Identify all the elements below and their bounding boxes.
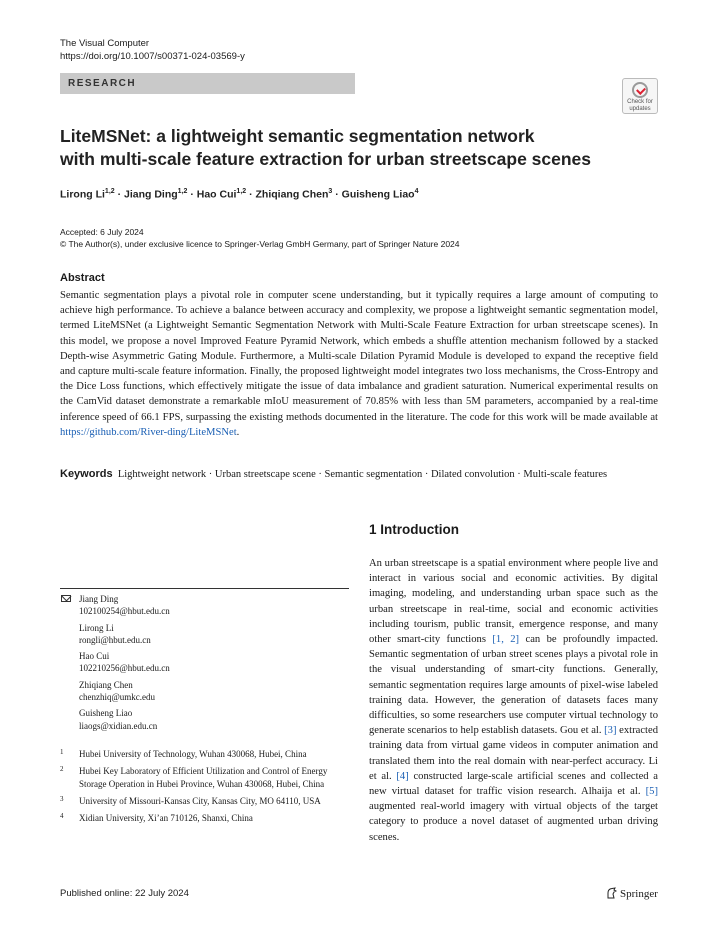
citation-link[interactable]: [3] xyxy=(604,725,617,737)
title-line-2: with multi-scale feature extraction for urban streetscape scenes xyxy=(60,149,592,169)
affiliation-entry xyxy=(60,795,350,807)
code-link[interactable]: https://github.com/River-ding/LiteMSNet xyxy=(60,426,237,438)
correspondence-entry xyxy=(60,707,350,732)
check-updates-line1: Check for xyxy=(627,99,653,105)
corr-email[interactable]: liaogs@xidian.edu.cn xyxy=(79,720,158,731)
corr-name: Zhiqiang Chen xyxy=(79,679,133,690)
corr-email[interactable]: chenzhiq@umkc.edu xyxy=(79,692,156,703)
copyright-notice: © The Author(s), under exclusive licence to Springer-Verlag GmbH Germany, part of Springer Nature 2024 xyxy=(60,239,460,249)
published-date: Published online: 22 July 2024 xyxy=(60,888,189,899)
correspondence-entry xyxy=(60,593,350,618)
author-name: Zhiqiang Chen xyxy=(255,188,329,201)
corr-email[interactable]: 102100254@hbut.edu.cn xyxy=(79,606,170,617)
citation-link[interactable]: [1, 2] xyxy=(492,634,520,646)
citation-link[interactable]: [5] xyxy=(645,786,658,798)
author-affiliation: 1,2 xyxy=(236,188,247,195)
corr-email[interactable]: 102210256@hbut.edu.cn xyxy=(79,663,170,674)
author-affiliation: 1,2 xyxy=(177,188,188,195)
corr-name: Hao Cui xyxy=(79,651,110,662)
abstract-end: . xyxy=(236,426,240,438)
introduction-body xyxy=(369,556,658,845)
affiliation-number: 2 xyxy=(60,765,64,774)
intro-text: An urban streetscape is a spatial environment where people live and interact in various social and economic activities. By digital imaging, modeling, and understanding urban space such as the urban streetscape in real-time, social and economic activities including tourism, public transit, emergence response, and many other smart-city functions xyxy=(369,558,658,646)
affiliation-text: Hubei Key Laboratory of Efficient Utilization and Control of Energy Storage Operation in Hubei Province, Wuhan 430068, Hubei, China xyxy=(79,766,328,789)
author-name: Jiang Ding xyxy=(124,188,178,201)
envelope-icon xyxy=(61,595,71,602)
affiliation-number: 1 xyxy=(60,748,64,756)
corr-name: Jiang Ding xyxy=(79,594,119,604)
affiliation-entry xyxy=(60,765,350,790)
publisher-logo xyxy=(606,887,658,900)
title-line-1: LiteMSNet: a lightweight semantic segmentation network xyxy=(60,126,535,146)
corr-email[interactable]: rongli@hbut.edu.cn xyxy=(79,634,151,645)
correspondence-list xyxy=(60,593,350,736)
author-affiliation: 3 xyxy=(328,188,333,195)
affiliation-text: Xidian University, Xi’an 710126, Shanxi, China xyxy=(79,813,253,824)
affiliation-number: 3 xyxy=(60,794,64,803)
check-updates-line2: updates xyxy=(629,105,651,112)
intro-text: can be profoundly impacted. Semantic segmentation of urban street scenes plays a pivotal role in the visual understanding of smart-city functions. Generally, semantic segmentation requires large amounts of pixel-wise labeled training data. However, the generation of datasets faces many difficulties, so some researchers use computer virtual technology to generate scenarios to help establish datasets. Gou et al. xyxy=(369,634,658,737)
citation-link[interactable]: [4] xyxy=(396,770,409,782)
section-label: RESEARCH xyxy=(60,73,355,94)
check-for-updates-badge[interactable] xyxy=(622,78,658,114)
abstract-text: Semantic segmentation plays a pivotal role in computer scene understanding, but it typically requires a large amount of computing to achieve high performance. To achieve a balance between accuracy and complexity, we propose a lightweight semantic segmentation model, termed LiteMSNet (a Lightweight Semantic Segmentation Network with Multi-Scale Feature Extraction for urban streetscape scenes). In this model, we propose a novel Improved Feature Pyramid Network, which embeds a shuffle attention mechanism followed by a stacked Depth-wise Asymmetric Gating Module. Furthermore, a Multi-scale Dilation Pyramid Module is developed to expand the receptive field and capture multi-scale feature information. Finally, the proposed lightweight model integrates two loss mechanisms, the Cross-Entropy and the Dice Loss functions, which effectively mitigate the issue of data imbalance and gradient saturation. Numerical experimental results on the CamVid dataset demonstrate a remarkable mIoU measurement of 70.85% with less than 5M parameters, accompanied by a real-time inference speed of 66.1 FPS, surpassing the existing methods documented in the literature. The code for this work will be made available at xyxy=(60,290,658,423)
affiliation-text: University of Missouri-Kansas City, Kansas City, MO 64110, USA xyxy=(79,795,321,806)
paper-title xyxy=(60,125,620,171)
introduction-heading: 1 Introduction xyxy=(369,522,459,537)
keywords xyxy=(60,467,658,482)
author-affiliation: 4 xyxy=(414,188,419,195)
author-affiliation: 1,2 xyxy=(104,188,115,195)
author-name: Lirong Li xyxy=(60,188,105,201)
footnote-divider xyxy=(60,588,349,589)
corr-name: Guisheng Liao xyxy=(79,708,133,719)
journal-header xyxy=(60,37,245,63)
affiliation-entry xyxy=(60,748,350,760)
springer-horse-icon xyxy=(606,887,617,899)
publication-history xyxy=(60,226,460,250)
correspondence-entry xyxy=(60,679,350,704)
check-updates-icon xyxy=(632,82,648,98)
correspondence-entry xyxy=(60,650,350,675)
author-name: Guisheng Liao xyxy=(341,188,415,201)
author-list: Lirong Li$^{1,2}$ · Jiang Ding$^{1,2}$ · Hao Cui$^{1,2}$ · Zhiqiang Chen$^3$ · Guisheng Liao$^4$ xyxy=(60,188,419,201)
intro-text: augmented real-world imagery with virtual objects of the target category to produce a novel dataset of augmented urban driving scenes. xyxy=(369,801,658,843)
abstract-heading: Abstract xyxy=(60,272,105,284)
doi-link[interactable]: https://doi.org/10.1007/s00371-024-03569-y xyxy=(60,51,245,62)
affiliation-number: 4 xyxy=(60,812,64,821)
keywords-label: Keywords xyxy=(60,468,113,480)
accepted-date: Accepted: 6 July 2024 xyxy=(60,227,144,237)
affiliation-text: Hubei University of Technology, Wuhan 430068, Hubei, China xyxy=(79,749,307,759)
journal-name: The Visual Computer xyxy=(60,38,150,49)
intro-text: constructed large-scale artificial scenes and collected a new virtual dataset for traffic vision research. Alhaija et al. xyxy=(369,770,658,798)
corr-name: Lirong Li xyxy=(79,622,114,633)
abstract-body xyxy=(60,288,658,440)
publisher-name: Springer xyxy=(620,888,658,900)
keywords-list: Lightweight network · Urban streetscape scene · Semantic segmentation · Dilated convolution · Multi-scale features xyxy=(117,469,608,480)
affiliation-entry xyxy=(60,812,350,824)
author-name: Hao Cui xyxy=(196,188,237,201)
affiliation-list xyxy=(60,748,350,829)
intro-text: extracted training data from virtual game videos in computer animation and translated them into the real domain with near-perfect accuracy. Li et al. xyxy=(369,725,658,782)
correspondence-entry xyxy=(60,622,350,647)
